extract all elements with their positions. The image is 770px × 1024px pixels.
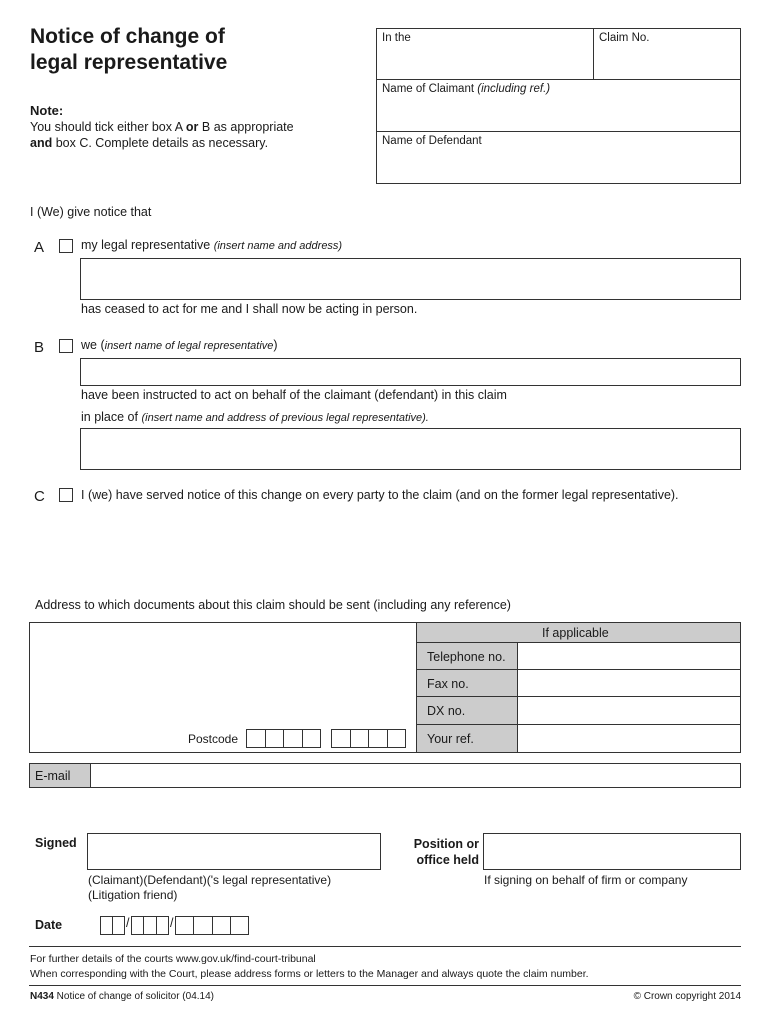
- option-a-after: has ceased to act for me and I shall now be acting in person.: [81, 302, 418, 316]
- court-name-field[interactable]: [376, 28, 594, 80]
- note-or: or: [185, 120, 199, 134]
- claimant-label-text: Name of Claimant: [382, 83, 478, 95]
- dx-input[interactable]: [517, 696, 741, 725]
- signer-role-line2: (Litigation friend): [88, 888, 178, 902]
- option-b-label: we (: [81, 338, 105, 352]
- option-c-letter: C: [34, 488, 45, 505]
- option-b-text: [81, 338, 278, 352]
- previous-legal-rep-field[interactable]: [80, 428, 741, 470]
- footer-rule-top: [29, 946, 741, 947]
- firm-note: If signing on behalf of firm or company: [484, 873, 688, 887]
- note-heading: Note:: [30, 103, 64, 118]
- email-label: E-mail: [35, 769, 71, 783]
- position-label: [400, 836, 479, 868]
- telephone-input[interactable]: [517, 642, 741, 670]
- option-b-inplace: [81, 410, 429, 424]
- fax-input[interactable]: [517, 669, 741, 697]
- dx-label-cell: [416, 696, 518, 725]
- footer-rule-bottom: [29, 985, 741, 986]
- postcode-field-2[interactable]: [331, 729, 406, 748]
- note-and: and: [30, 136, 53, 150]
- postcode-field-1[interactable]: [246, 729, 321, 748]
- note-text: [30, 119, 350, 151]
- your-ref-input[interactable]: [517, 724, 741, 753]
- if-applicable-label: If applicable: [542, 626, 609, 640]
- option-c-text: I (we) have served notice of this change on every party to the claim (and on the former legal representative).: [81, 488, 679, 502]
- date-day-field[interactable]: [100, 916, 125, 935]
- claimant-label-note: (including ref.): [477, 83, 551, 95]
- date-label: Date: [35, 918, 63, 932]
- signature-field[interactable]: [87, 833, 381, 870]
- option-b-note: insert name of legal representative: [104, 340, 274, 352]
- option-a-label: my legal representative: [81, 238, 214, 252]
- telephone-label-cell: [416, 642, 518, 670]
- note-line1-a: You should tick either box A: [30, 120, 186, 134]
- form-title: [30, 24, 227, 76]
- option-c-checkbox[interactable]: [59, 488, 73, 502]
- form-title-line2: legal representative: [30, 51, 228, 74]
- date-year-field[interactable]: [175, 916, 249, 935]
- position-label-line1: Position or: [413, 837, 479, 851]
- date-separator-2: /: [170, 916, 174, 930]
- form-name: Notice of change of solicitor (04.14): [53, 991, 214, 1002]
- claim-number-field[interactable]: [593, 28, 741, 80]
- address-heading: Address to which documents about this claim should be sent (including any reference): [35, 598, 511, 612]
- option-b-close: ): [273, 338, 278, 352]
- option-b-checkbox[interactable]: [59, 339, 73, 353]
- option-a-note: (insert name and address): [213, 240, 343, 252]
- claimant-name-field[interactable]: [376, 79, 741, 132]
- position-field[interactable]: [483, 833, 741, 870]
- inplace-label: in place of: [81, 410, 142, 424]
- fax-label-cell: [416, 669, 518, 697]
- claim-no-label: Claim No.: [599, 32, 650, 44]
- signer-role-line1: (Claimant)(Defendant)('s legal representative): [88, 873, 332, 887]
- form-reference: [30, 991, 214, 1002]
- your-ref-label-cell: [416, 724, 518, 753]
- signer-role: [88, 873, 331, 903]
- position-label-line2: office held: [416, 853, 479, 867]
- fax-label: Fax no.: [427, 677, 469, 691]
- footer-line1: For further details of the courts www.gov.uk/find-court-tribunal: [30, 953, 316, 965]
- defendant-label: Name of Defendant: [382, 135, 482, 147]
- new-legal-rep-field[interactable]: [80, 358, 741, 386]
- postcode-label: Postcode: [188, 732, 239, 746]
- signed-label: Signed: [35, 836, 77, 850]
- telephone-label: Telephone no.: [427, 650, 506, 664]
- dx-label: DX no.: [427, 704, 466, 718]
- if-applicable-header: [416, 622, 741, 643]
- form-code: N434: [30, 991, 54, 1002]
- date-month-field[interactable]: [131, 916, 169, 935]
- option-a-text: [81, 238, 342, 252]
- option-a-letter: A: [34, 239, 45, 256]
- option-b-after: have been instructed to act on behalf of the claimant (defendant) in this claim: [81, 388, 507, 402]
- form-title-line1: Notice of change of: [30, 25, 225, 48]
- claimant-label: [382, 83, 550, 95]
- note-line2-b: box C. Complete details as necessary.: [52, 136, 269, 150]
- inplace-note: (insert name and address of previous legal representative).: [141, 412, 429, 424]
- in-the-label: In the: [382, 32, 411, 44]
- copyright: © Crown copyright 2014: [633, 991, 741, 1002]
- note-line1-b: B as appropriate: [198, 120, 294, 134]
- email-input[interactable]: [90, 763, 741, 788]
- footer-line2: When corresponding with the Court, please address forms or letters to the Manager and always quote the claim number.: [30, 968, 589, 980]
- date-separator-1: /: [126, 916, 130, 930]
- option-b-letter: B: [34, 339, 45, 356]
- defendant-name-field[interactable]: [376, 131, 741, 184]
- legal-rep-name-address-field[interactable]: [80, 258, 741, 300]
- email-label-cell: [29, 763, 91, 788]
- notice-intro: I (We) give notice that: [30, 205, 152, 219]
- your-ref-label: Your ref.: [427, 732, 474, 746]
- option-a-checkbox[interactable]: [59, 239, 73, 253]
